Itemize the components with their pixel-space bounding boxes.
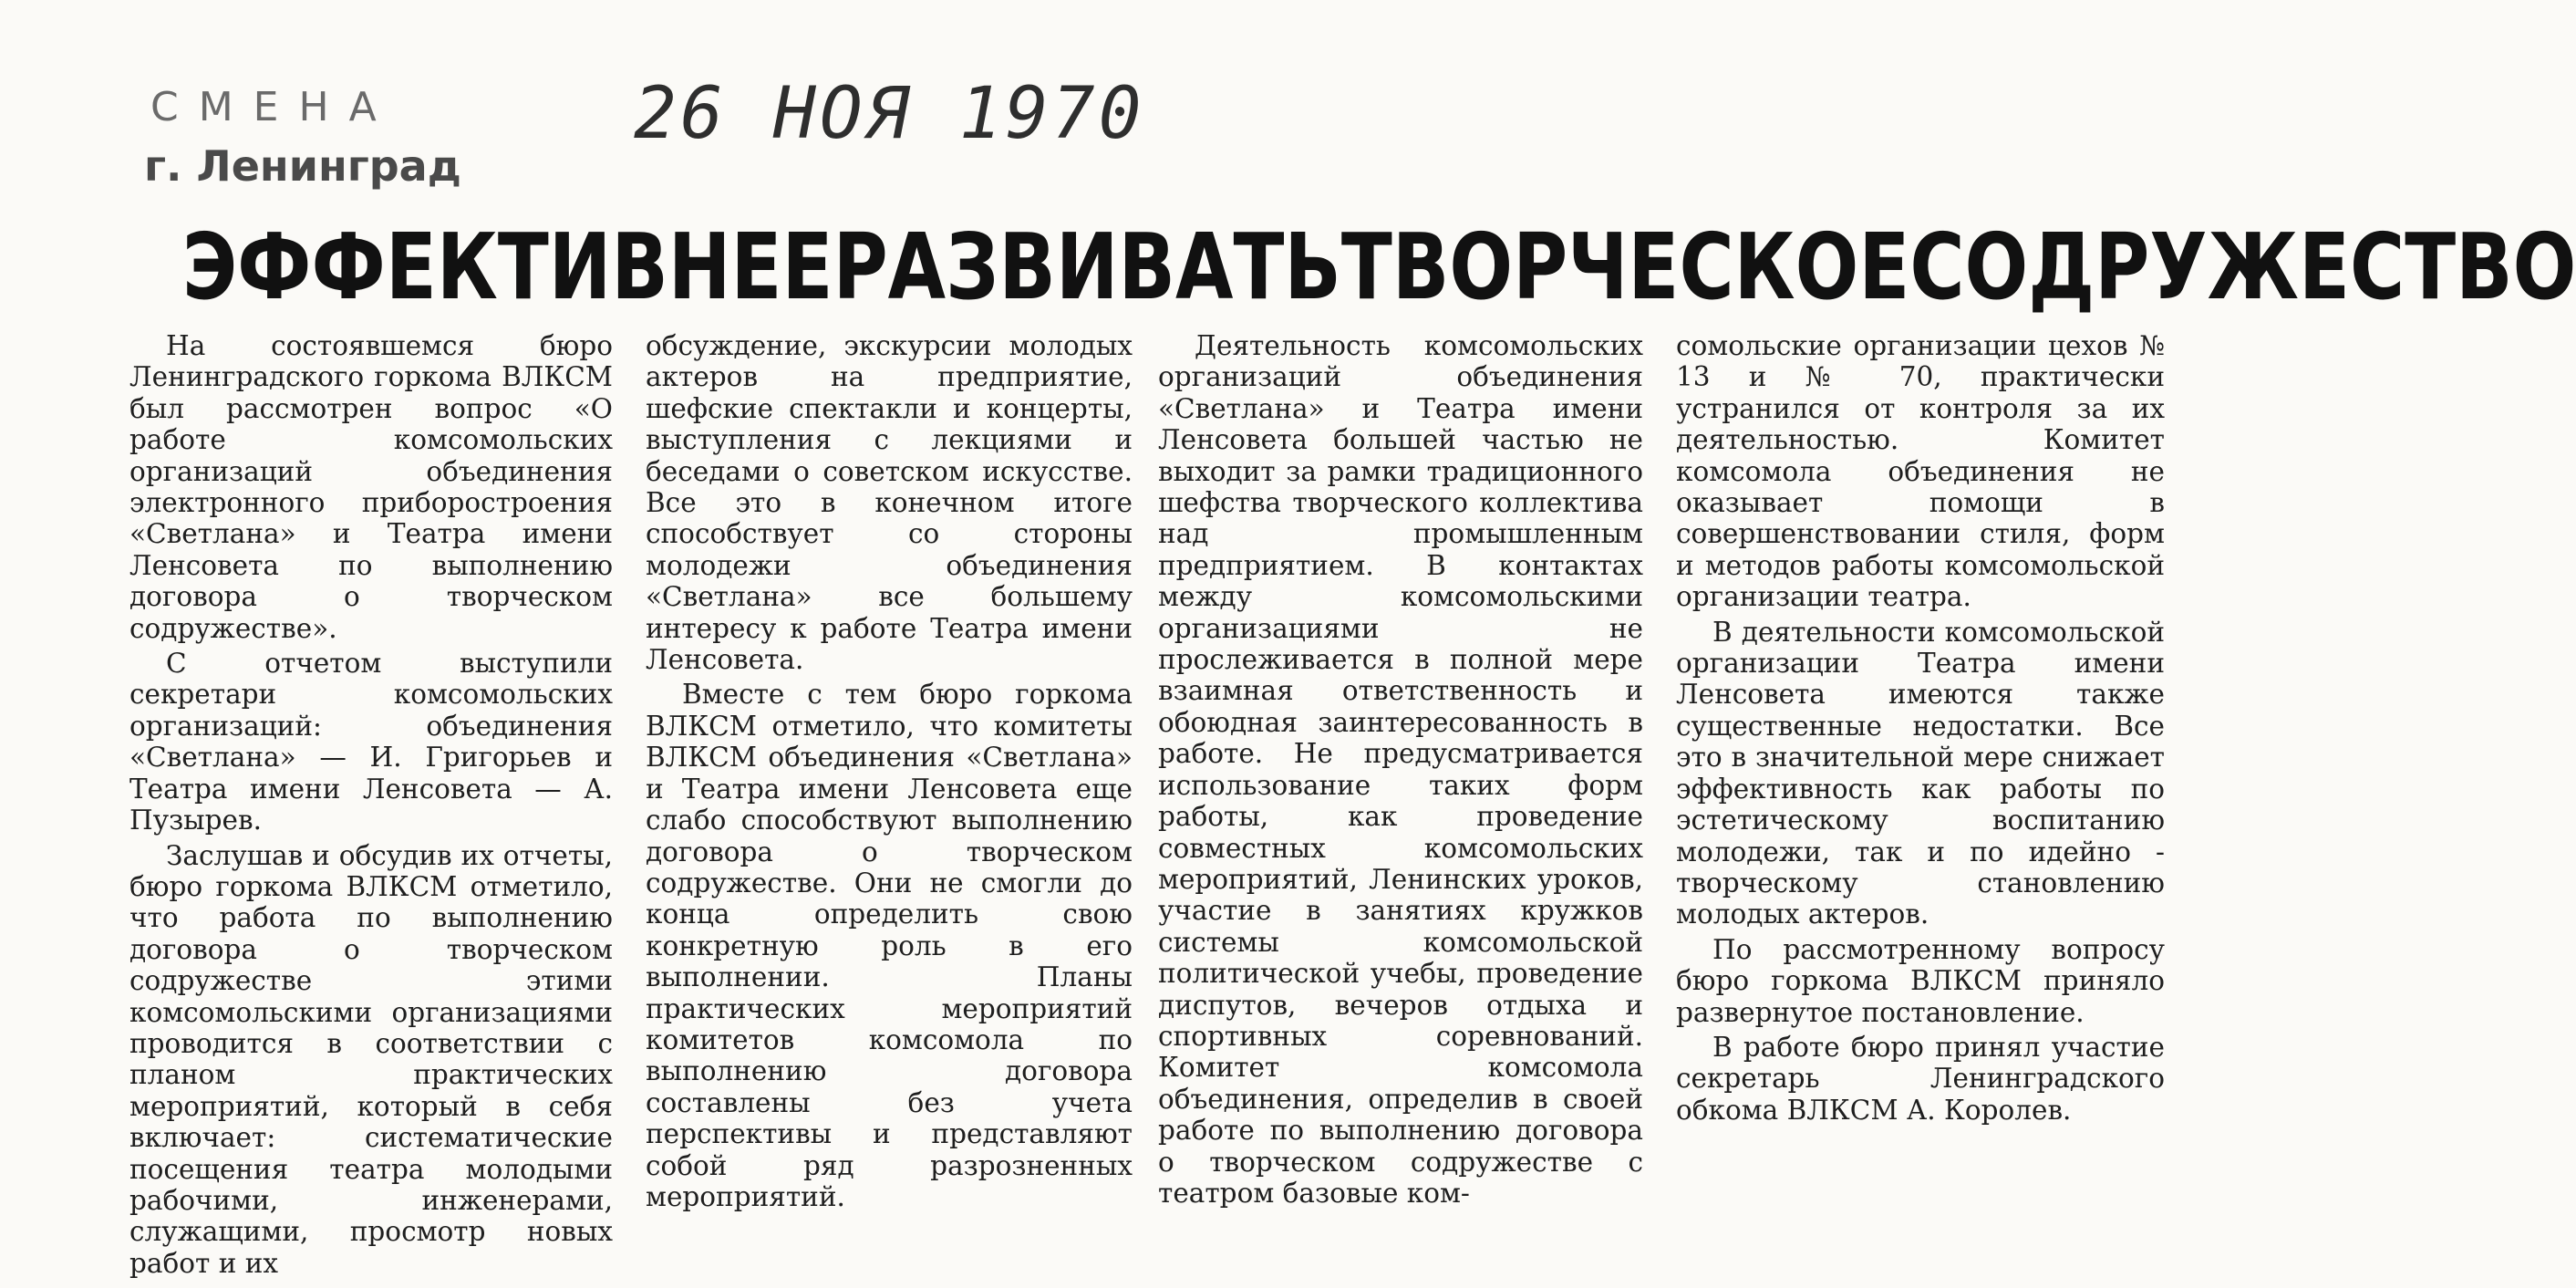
paragraph: Деятельность комсомольских организаций объединения «Светлана» и Театра имени Ленсовета большей частью не выходит за рамки традиционного шефства творческого коллектива над промышленным предприятием. В контактах между комсомольскими организациями не прослеживается в полной мере взаимная ответственность и обоюдная заинтересованность в работе. Не предусматривается использование таких форм работы, как проведение совместных комсомольских мероприятий, Ленинских уроков, участие в занятиях кружков системы комсомольской политической учебы, проведение диспутов, вечеров отдыха и спортивных соревнований. Комитет комсомола объединения, определив в своей работе по выполнению договора о творческом содружестве с театром базовые ком- xyxy=(1158,330,1643,1209)
paragraph: обсуждение, экскурсии молодых актеров на предприятие, шефские спектакли и концерты, выступления с лекциями и беседами о советском искусстве. Все это в конечном итоге способствует со стороны молодежи объединения «Светлана» все большему интересу к работе Театра имени Ленсовета. xyxy=(646,330,1133,676)
article-column-4 xyxy=(1676,330,2165,1129)
paragraph: Вместе с тем бюро горкома ВЛКСМ отметило, что комитеты ВЛКСМ объединения «Светлана» и Театра имени Ленсовета еще слабо способствуют выполнению договора о творческом содружестве. Они не смогли до конца определить свою конкретную роль в его выполнении. Планы практических мероприятий комитетов комсомола по выполнению договора составлены без учета перспективы и представляют собой ряд разрозненных мероприятий. xyxy=(646,679,1133,1212)
paragraph: По рассмотренному вопросу бюро горкома ВЛКСМ приняло развернутое постановление. xyxy=(1676,933,2165,1028)
paragraph: В работе бюро принял участие секретарь Ленинградского обкома ВЛКСМ А. Королев. xyxy=(1676,1031,2165,1126)
headline xyxy=(182,213,2576,320)
article-column-2 xyxy=(646,330,1133,1216)
paragraph: сомольские организации цехов № 13 и № 70, практически устранился от контроля за их деятельностью. Комитет комсомола объединения не оказывает помощи в совершенствовании стиля, форм и методов работы комсомольской организации театра. xyxy=(1676,330,2165,613)
paragraph: С отчетом выступили секретари комсомольских организаций: объединения «Светлана» — И. Григорьев и Театра имени Ленсовета — А. Пузырев. xyxy=(129,648,613,836)
paragraph: На состоявшемся бюро Ленинградского горкома ВЛКСМ был рассмотрен вопрос «О работе комсомольских организаций объединения электронного приборостроения «Светлана» и Театра имени Ленсовета по выполнению договора о творческом содружестве». xyxy=(129,330,613,644)
stamp-date: 26 НОЯ 1970 xyxy=(634,73,1145,155)
headline-word: СОДРУЖЕСТВО xyxy=(1909,213,2576,320)
paragraph: Заслушав и обсудив их отчеты, бюро горкома ВЛКСМ отметило, что работа по выполнению договора о творческом содружестве этими комсомольскими организациями проводится в соответствии с планом практических мероприятий, который в себя включает: систематические посещения театра молодыми рабочими, инженерами, служащими, просмотр новых работ и их xyxy=(129,839,613,1279)
stamp-newspaper-name: СМЕНА xyxy=(150,84,397,130)
headline-word: ТВОРЧЕСКОЕ xyxy=(1340,213,1910,320)
article-column-3 xyxy=(1158,330,1643,1212)
paragraph: В деятельности комсомольской организации Театра имени Ленсовета имеются также существенные недостатки. Все это в значительной мере снижает эффективность как работы по эстетическому воспитанию молодежи, так и по идейно - творческому становлению молодых актеров. xyxy=(1676,616,2165,930)
headline-word: ЭФФЕКТИВНЕЕ xyxy=(182,213,833,320)
headline-word: РАЗВИВАТЬ xyxy=(833,213,1341,320)
article-column-1 xyxy=(129,330,613,1283)
stamp-city: г. Ленинград xyxy=(144,141,461,191)
